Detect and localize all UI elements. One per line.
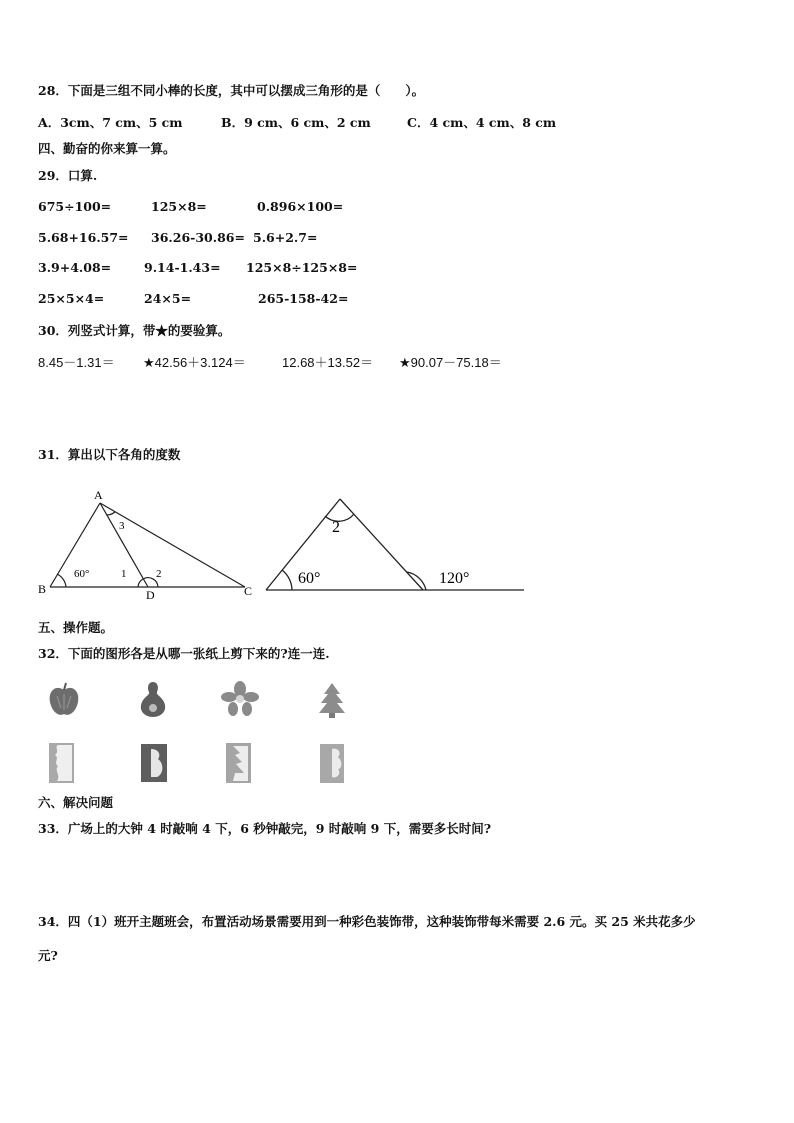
calc-item: 0.896×100=: [257, 199, 344, 214]
paper-with-hole-1[interactable]: [46, 741, 80, 785]
paper-with-hole-4[interactable]: [316, 741, 350, 785]
q28-title: 28．下面是三组不同小棒的长度，其中可以摆成三角形的是（ ）。: [38, 83, 425, 98]
q30-title: 30．列竖式计算，带★的要验算。: [38, 323, 231, 338]
label-angle-1: 1: [121, 568, 127, 580]
calc-item: 675÷100=: [38, 199, 112, 214]
q34-question-line1: 34．四（1）班开主题班会，布置活动场景需要用到一种彩色装饰带，这种装饰带每米需要 2.6 元。买 25 米共花多少: [38, 914, 696, 929]
q33-question: 33．广场上的大钟 4 时敲响 4 下，6 秒钟敲完，9 时敲响 9 下，需要多长时间?: [38, 821, 492, 836]
label-angle-3: 3: [119, 520, 125, 532]
calc-item: 3.9+4.08=: [38, 260, 112, 275]
label-angle-120: 120°: [439, 570, 470, 587]
triangle-exterior-angle-figure: [262, 492, 528, 596]
vertical-calc-item: 12.68＋13.52＝: [282, 355, 374, 370]
right-side: [340, 499, 423, 590]
calc-item: 25×5×4=: [38, 291, 105, 306]
q28-option-b: B．9 cm、6 cm、2 cm: [221, 115, 371, 130]
label-c: C: [244, 584, 253, 598]
angle-3-arc: [107, 512, 115, 515]
label-d: D: [146, 588, 155, 602]
q29-title: 29．口算.: [38, 168, 98, 183]
label-angle-60: 60°: [298, 570, 321, 587]
q32-title: 32．下面的图形各是从哪一张纸上剪下来的?连一连.: [38, 646, 330, 661]
label-b: B: [38, 582, 47, 596]
vertical-calc-item: ★42.56＋3.124＝: [143, 355, 246, 370]
angle-1-arc: [138, 579, 143, 587]
q34-question-line2: 元?: [38, 948, 58, 963]
calc-item: 5.68+16.57=: [38, 230, 129, 245]
calc-item: 5.6+2.7=: [253, 230, 318, 245]
label-a: A: [94, 488, 103, 502]
gourd-icon[interactable]: [137, 680, 169, 718]
calc-item: 265-158-42=: [258, 291, 349, 306]
angle-b-arc: [57, 574, 66, 587]
vertical-calc-item: 8.45－1.31＝: [38, 355, 115, 370]
calc-item: 125×8÷125×8=: [246, 260, 358, 275]
label-angle-b: 60°: [74, 568, 90, 580]
section-4-heading: 四、勤奋的你来算一算。: [38, 141, 176, 156]
apple-icon[interactable]: [47, 682, 81, 718]
calc-item: 125×8=: [151, 199, 207, 214]
section-5-heading: 五、操作题。: [38, 620, 114, 635]
tree-icon[interactable]: [316, 681, 348, 719]
vertical-calc-item: ★90.07－75.18＝: [399, 355, 502, 370]
triangle-abc-figure: [30, 485, 265, 605]
label-angle-2: 2: [332, 519, 340, 536]
flower-icon[interactable]: [221, 681, 259, 717]
label-angle-2: 2: [156, 568, 162, 580]
q28-option-a: A．3cm、7 cm、5 cm: [38, 115, 183, 130]
q31-title: 31．算出以下各角的度数: [38, 447, 181, 462]
paper-with-hole-3[interactable]: [222, 741, 256, 785]
paper-with-hole-2[interactable]: [137, 741, 171, 785]
calc-item: 36.26-30.86=: [151, 230, 245, 245]
angle-60-arc: [282, 570, 292, 590]
calc-item: 9.14-1.43=: [144, 260, 221, 275]
calc-item: 24×5=: [144, 291, 192, 306]
section-6-heading: 六、解决问题: [38, 795, 114, 810]
q28-option-c: C．4 cm、4 cm、8 cm: [407, 115, 557, 130]
